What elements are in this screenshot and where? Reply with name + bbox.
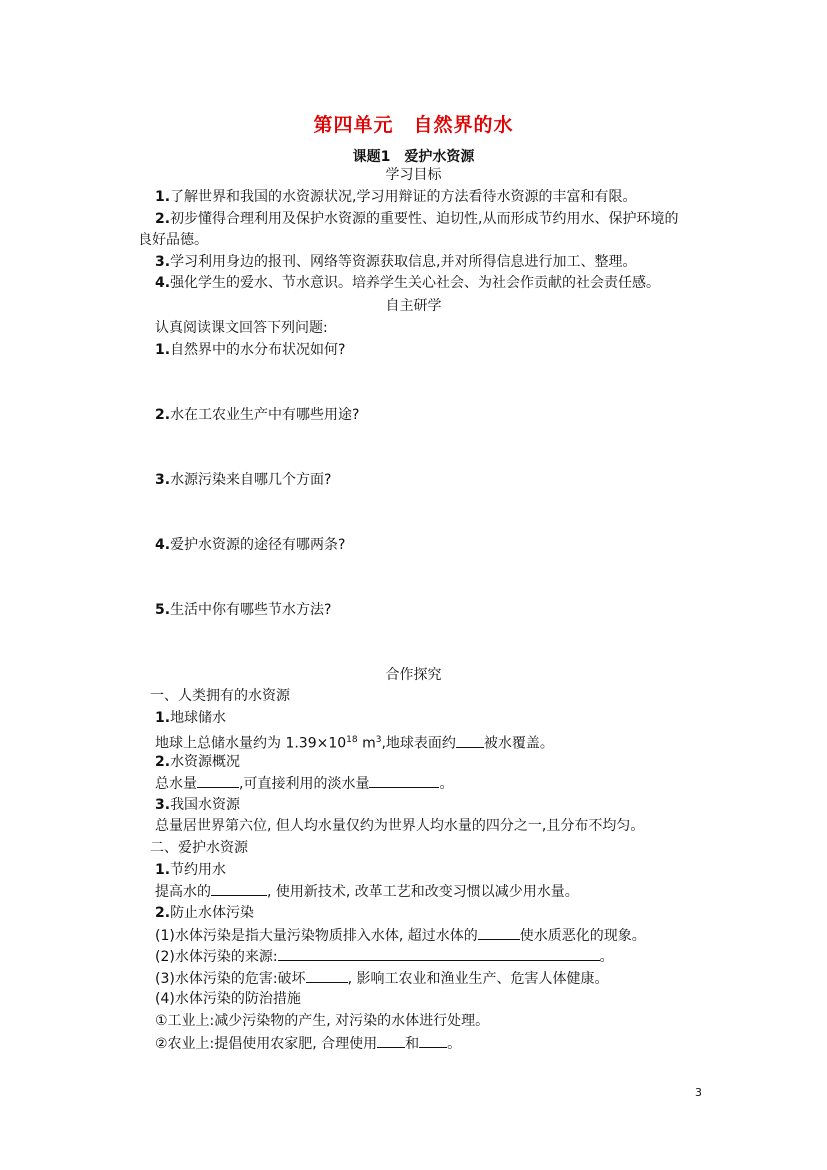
fill-blank[interactable]: [419, 1033, 447, 1048]
question-item: 1.自然界中的水分布状况如何?: [155, 342, 346, 358]
fill-blank[interactable]: [478, 925, 520, 940]
coop-heading: 合作探究: [385, 667, 442, 683]
subsection-title: 1.节约用水: [155, 862, 227, 878]
fill-blank[interactable]: [377, 1033, 405, 1048]
goal-item: 3.学习利用身边的报刊、网络等资源获取信息,并对所得信息进行加工、整理。: [155, 254, 637, 270]
goals-heading: 学习目标: [385, 167, 442, 183]
question-item: 4.爱护水资源的途径有哪两条?: [155, 537, 346, 553]
fill-blank[interactable]: [211, 881, 267, 896]
goal-item: 4.强化学生的爱水、节水意识。培养学生关心社会、为社会作贡献的社会责任感。: [155, 275, 661, 291]
self-study-intro: 认真阅读课文回答下列问题:: [155, 320, 328, 336]
industry-measure: ①工业上:减少污染物的产生, 对污染的水体进行处理。: [155, 1013, 490, 1029]
pollution-harm: (3)水体污染的危害:破坏 , 影响工农业和渔业生产、危害人体健康。: [155, 968, 608, 989]
question-item: 3.水源污染来自哪几个方面?: [155, 472, 332, 488]
earth-water-line: 地球上总储水量约为 $1.39\times 10^{18}$ $m^3$,地球表面约 被水覆盖。: [155, 730, 554, 754]
self-study-heading: 自主研学: [385, 298, 442, 314]
page-number: 3: [695, 1086, 702, 1099]
part1-heading: 一、人类拥有的水资源: [150, 688, 290, 704]
subsection-title: 2.水资源概况: [155, 754, 241, 770]
water-overview-line: 总水量 ,可直接利用的淡水量 。: [155, 773, 453, 794]
fill-blank[interactable]: [278, 946, 600, 961]
subsection-title: 2.防止水体污染: [155, 905, 255, 921]
china-water-line: 总量居世界第六位, 但人均水量仅约为世界人均水量的四分之一,且分布不均匀。: [155, 818, 645, 834]
goal-item: 1.了解世界和我国的水资源状况,学习用辩证的方法看待水资源的丰富和有限。: [155, 189, 637, 205]
question-item: 5.生活中你有哪些节水方法?: [155, 602, 332, 618]
subsection-title: 3.我国水资源: [155, 797, 241, 813]
fill-blank[interactable]: [306, 968, 348, 983]
unit-title: 第四单元 自然界的水: [313, 114, 514, 136]
agriculture-measure: ②农业上:提倡使用农家肥, 合理使用 和 。: [155, 1033, 461, 1054]
part2-heading: 二、爱护水资源: [150, 840, 248, 856]
pollution-definition: (1)水体污染是指大量污染物质排入水体, 超过水体的 使水质恶化的现象。: [155, 925, 646, 946]
save-water-line: 提高水的 , 使用新技术, 改革工艺和改变习惯以减少用水量。: [155, 881, 579, 902]
lesson-subtitle: 课题1 爱护水资源: [352, 149, 475, 165]
pollution-measures: (4)水体污染的防治措施: [155, 991, 301, 1007]
question-item: 2.水在工农业生产中有哪些用途?: [155, 407, 360, 423]
goal-item: 2.初步懂得合理利用及保护水资源的重要性、迫切性,从而形成节约用水、保护环境的: [155, 211, 679, 227]
pollution-sources: (2)水体污染的来源: 。: [155, 946, 614, 967]
fill-blank[interactable]: [456, 733, 484, 748]
subsection-title: 1.地球储水: [155, 710, 227, 726]
fill-blank[interactable]: [197, 773, 239, 788]
fill-blank[interactable]: [369, 773, 439, 788]
goal-item-continued: 良好品德。: [138, 232, 208, 248]
